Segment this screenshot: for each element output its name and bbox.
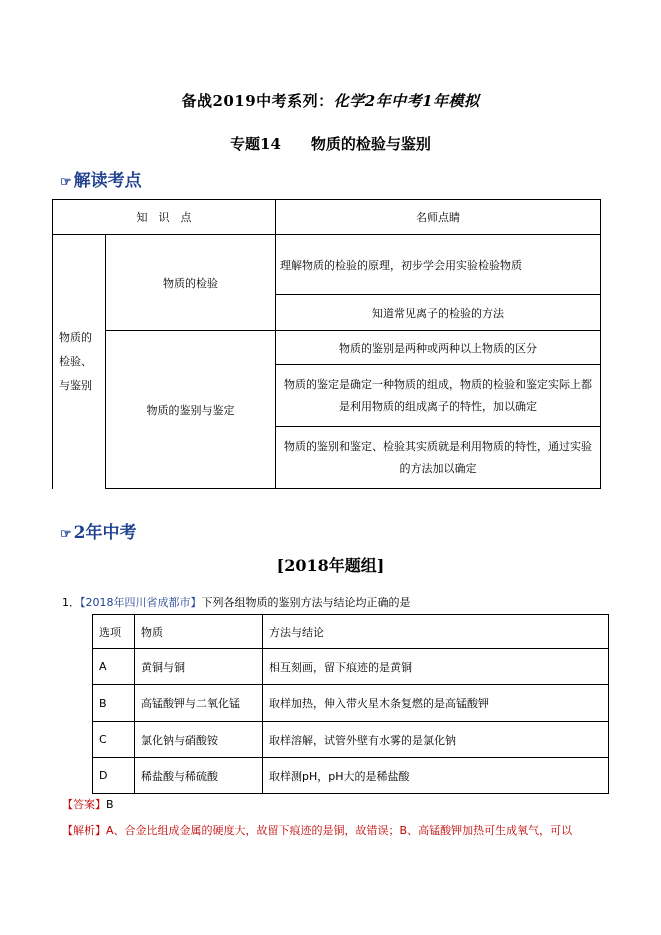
- title-part1: 备战2019中考系列：: [181, 92, 334, 110]
- year-heading: [2018年题组]: [276, 556, 385, 575]
- section-label: 解读考点: [73, 171, 142, 191]
- method-cell: 相互刻画，留下痕迹的是黄铜: [263, 649, 609, 685]
- analysis-text: A、合金比组成金属的硬度大，故留下痕迹的是铜，故错误；B、高锰酸钾加热可生成氧气，可以: [106, 824, 573, 837]
- header-cell: 选项: [93, 615, 135, 649]
- method-cell: 取样测pH，pH大的是稀盐酸: [263, 758, 609, 794]
- analysis-label: 【解析】: [62, 824, 106, 837]
- table-row: [93, 758, 609, 794]
- tip-cell: 物质的鉴别和鉴定、检验其实质就是利用物质的特性，通过实验的方法加以确定: [276, 427, 601, 489]
- question-stem: [62, 594, 411, 610]
- point-cell: 物质的检验: [106, 235, 276, 331]
- method-cell: 取样溶解，试管外壁有水雾的是氯化钠: [263, 722, 609, 758]
- option-letter: D: [93, 758, 135, 794]
- question-source: 【2018年四川省成都市】: [80, 596, 202, 609]
- option-letter: C: [93, 722, 135, 758]
- table-row: [93, 722, 609, 758]
- header-cell: 方法与结论: [263, 615, 609, 649]
- pointing-hand-icon: ☞: [60, 527, 72, 542]
- category-cell: 物质的检验、与鉴别: [53, 235, 106, 489]
- substances-cell: 黄铜与铜: [135, 649, 263, 685]
- point-cell: 物质的鉴别与鉴定: [106, 331, 276, 489]
- topic-title: [0, 133, 661, 154]
- table-row: [93, 649, 609, 685]
- topic-name: 物质的检验与鉴别: [310, 135, 431, 153]
- answer-value: B: [106, 798, 114, 811]
- title-part2: 化学2年中考1年模拟: [333, 92, 480, 110]
- table-row: [93, 685, 609, 722]
- question-text: 下列各组物质的鉴别方法与结论均正确的是: [201, 596, 411, 609]
- answer-line: [62, 796, 114, 812]
- knowledge-table: [52, 199, 601, 489]
- tip-cell: 理解物质的检验的原理，初步学会用实验检验物质: [276, 235, 601, 295]
- substances-cell: 高锰酸钾与二氧化锰: [135, 685, 263, 722]
- section-label: 2年中考: [73, 523, 137, 543]
- options-table: [92, 614, 609, 794]
- substances-cell: 氯化钠与硝酸铵: [135, 722, 263, 758]
- pointing-hand-icon: ☞: [60, 175, 72, 190]
- analysis-line: [62, 822, 572, 838]
- tip-cell: 物质的鉴定是确定一种物质的组成，物质的检验和鉴定实际上都是利用物质的组成离子的特性，加以确定: [276, 365, 601, 427]
- topic-number: 专题14: [230, 135, 281, 153]
- document-title: [0, 90, 661, 111]
- answer-label: 【答案】: [62, 798, 106, 811]
- option-letter: A: [93, 649, 135, 685]
- tip-cell: 知道常见离子的检验的方法: [276, 295, 601, 331]
- tip-cell: 物质的鉴别是两种或两种以上物质的区分: [276, 331, 601, 365]
- header-tips: 名师点睛: [276, 200, 601, 235]
- option-letter: B: [93, 685, 135, 722]
- header-cell: 物质: [135, 615, 263, 649]
- substances-cell: 稀盐酸与稀硫酸: [135, 758, 263, 794]
- question-number: 1．: [62, 596, 80, 609]
- header-knowledge: 知 识 点: [53, 200, 276, 235]
- section-heading-2: [60, 518, 137, 543]
- method-cell: 取样加热，伸入带火星木条复燃的是高锰酸钾: [263, 685, 609, 722]
- section-heading-1: [60, 166, 142, 191]
